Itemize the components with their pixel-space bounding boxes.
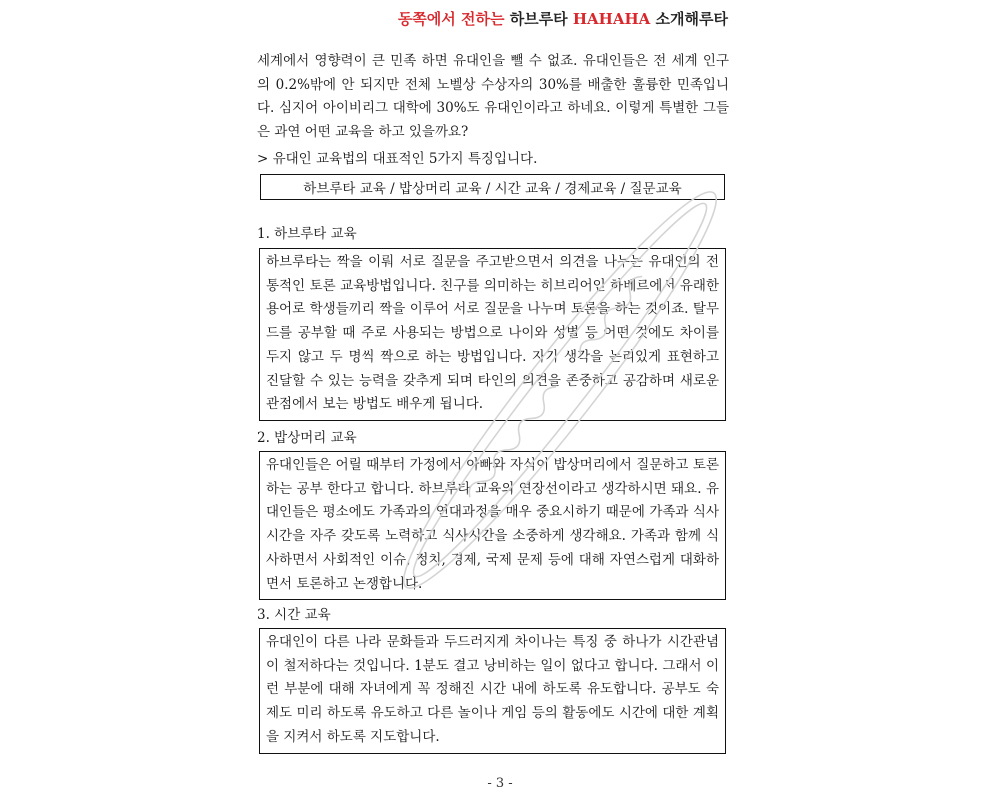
header-title-highlight: HAHAHA [572,10,651,28]
header-highlight: 동쪽에서 전하는 [397,10,505,28]
section-1-body: 하브루타는 짝을 이뤄 서로 질문을 주고받으면서 의견을 나누는 유대인의 전통적인 토론 교육방법입니다. 친구를 의미하는 히브리어인 하베르에서 유래한 용어로 학생들끼리 짝을 이루어 서로 질문을 나누며 토론을 하는 것이죠. 탈무드를 공부할 때 주로 사용되는 방법으로 나이와 성별 등 어떤 것에도 차이를 두지 않고 두 명씩 짝으로 하는 방법입니다. 자기 생각을 논리있게 표현하고 진달할 수 있는 능력을 갖추게 되며 타인의 의견을 존중하고 공감하며 새로운 관점에서 보는 방법도 배우게 됩니다. [266,254,719,413]
section-3-box [259,628,726,754]
page-header [398,8,728,29]
section-1-title: 1. 하브루타 교육 [257,226,357,242]
section-1-box [259,248,726,421]
summary-box [260,174,725,200]
header-title-end: 소개해루타 [650,10,728,28]
summary-text: 하브루타 교육 / 밥상머리 교육 / 시간 교육 / 경제교육 / 질문교육 [303,181,682,197]
section-3-body: 유대인이 다른 나라 문화들과 두드러지게 차이나는 특징 중 하나가 시간관념이 철저하다는 것입니다. 1분도 결고 낭비하는 일이 없다고 합니다. 그래서 이런 부분에 대해 자녀에게 꼭 정해진 시간 내에 하도록 유도합니다. 공부도 숙제도 미리 하도록 유도하고 다른 놀이나 게임 등의 활동에도 시간에 대한 계획을 지켜서 하도록 지도합니다. [266,634,719,745]
section-2-title: 2. 밥상머리 교육 [257,430,357,446]
section-2-body: 유대인들은 어릴 때부터 가정에서 아빠와 자식이 밥상머리에서 질문하고 토론하는 공부 한다고 합니다. 하브루타 교육의 연장선이라고 생각하시면 돼요. 유대인들은 평소에도 가족과의 연대과정을 매우 중요시하기 때문에 가족과 식사시간을 자주 갖도록 노력하고 식사시간을 소중하게 생각해요. 가족과 함께 식사하면서 사회적인 이슈, 정치, 경제, 국제 문제 등에 대해 자연스럽게 대화하면서 토론하고 논쟁합니다. [266,457,719,592]
features-intro: > 유대인 교육법의 대표적인 5가지 특징입니다. [257,151,538,167]
page-number: - 3 - [487,776,513,791]
intro-paragraph: 세계에서 영향력이 큰 민족 하면 유대인을 뺄 수 없죠. 유대인들은 전 세계 인구의 0.2%밖에 안 되지만 전체 노벨상 수상자의 30%를 배출한 훌륭한 민족입니다. 심지어 아이비리그 대학에 30%도 유대인이라고 하네요. 이렇게 특별한 그들은 과연 어떤 교육을 하고 있을까요? [257,53,729,140]
section-2-box [259,451,726,600]
section-3-title: 3. 시간 교육 [257,607,331,623]
header-title-main: 하브루타 [504,10,573,28]
